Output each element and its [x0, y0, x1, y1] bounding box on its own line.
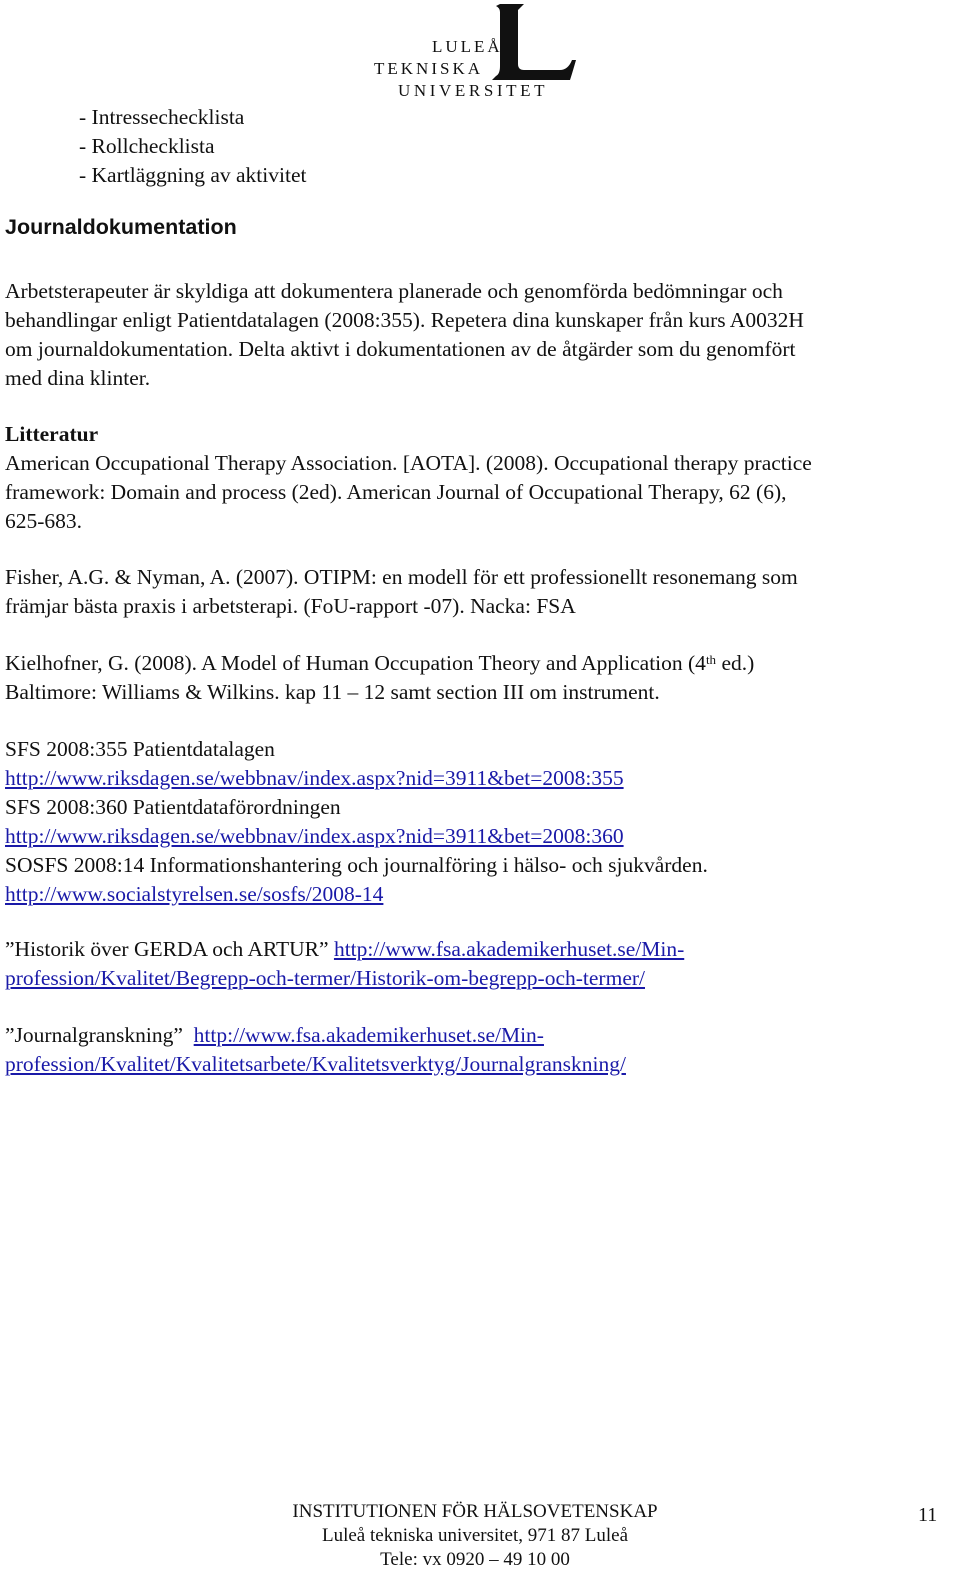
gerda-link-continued[interactable]: profession/Kvalitet/Begrepp-och-termer/Historik-om-begrepp-och-termer/: [5, 966, 645, 990]
journalgranskning-link[interactable]: http://www.fsa.akademikerhuset.se/Min-: [193, 1023, 544, 1047]
sfs-360-title: SFS 2008:360 Patientdataförordningen: [5, 795, 341, 819]
reference-gerda: [5, 935, 950, 993]
journalgranskning-link-continued[interactable]: profession/Kvalitet/Kvalitetsarbete/Kvalitetsverktyg/Journalgranskning/: [5, 1052, 626, 1076]
ltu-logo-mark: [372, 0, 582, 100]
reference-laws: [5, 735, 950, 909]
section-heading-literature: Litteratur: [5, 422, 99, 446]
reference-line: American Occupational Therapy Association. [AOTA]. (2008). Occupational therapy practice: [5, 451, 812, 475]
paragraph-line: Arbetsterapeuter är skyldiga att dokumentera planerade och genomförda bedömningar och: [5, 279, 783, 303]
sfs-355-title: SFS 2008:355 Patientdatalagen: [5, 737, 275, 761]
footer-institution: INSTITUTIONEN FÖR HÄLSOVETENSKAP: [292, 1501, 658, 1522]
sosfs-link[interactable]: http://www.socialstyrelsen.se/sosfs/2008-14: [5, 882, 384, 906]
page-number: 11: [918, 1504, 938, 1526]
reference-line: 625-683.: [5, 509, 83, 533]
footer-phone: Tele: vx 0920 – 49 10 00: [380, 1549, 570, 1570]
paragraph-line: behandlingar enligt Patientdatalagen (2008:355). Repetera dina kunskaper från kurs A0032H: [5, 308, 804, 332]
section-heading-journal: Journaldokumentation: [5, 215, 237, 239]
sfs-355-link[interactable]: http://www.riksdagen.se/webbnav/index.aspx?nid=3911&bet=2008:355: [5, 766, 624, 790]
reference-text: Kielhofner, G. (2008). A Model of Human Occupation Theory and Application (4: [5, 651, 706, 675]
university-logo: [372, 0, 582, 100]
reference-line: Fisher, A.G. & Nyman, A. (2007). OTIPM: en modell för ett professionellt resonemang som: [5, 565, 798, 589]
reference-line: framework: Domain and process (2ed). American Journal of Occupational Therapy, 62 (6),: [5, 480, 787, 504]
logo-line-1: LULEÅ: [432, 37, 503, 56]
reference-journalgranskning: [5, 1021, 950, 1079]
paragraph-line: om journaldokumentation. Delta aktivt i dokumentationen av de åtgärder som du genomfört: [5, 337, 796, 361]
paragraph-line: med dina klinter.: [5, 366, 151, 390]
list-item: - Rollchecklista: [79, 134, 215, 158]
reference-kielhofner: [5, 649, 950, 707]
gerda-link[interactable]: http://www.fsa.akademikerhuset.se/Min-: [333, 937, 685, 961]
reference-text: ed.): [716, 651, 755, 675]
sosfs-title: SOSFS 2008:14 Informationshantering och journalföring i hälso- och sjukvården.: [5, 853, 708, 877]
reference-line: [5, 649, 950, 678]
list-item: - Kartläggning av aktivitet: [79, 163, 307, 187]
reference-aota: [5, 449, 950, 536]
superscript-ordinal: th: [705, 652, 717, 667]
journal-paragraph: [5, 277, 945, 393]
gerda-title: ”Historik över GERDA och ARTUR”: [5, 937, 329, 961]
reference-line: Baltimore: Williams & Wilkins. kap 11 – 12 samt section III om instrument.: [5, 680, 660, 704]
logo-line-2: TEKNISKA: [374, 59, 483, 78]
list-item: - Intressechecklista: [79, 105, 245, 129]
journalgranskning-title: ”Journalgranskning”: [5, 1023, 183, 1047]
sfs-360-link[interactable]: http://www.riksdagen.se/webbnav/index.aspx?nid=3911&bet=2008:360: [5, 824, 624, 848]
reference-line: främjar bästa praxis i arbetsterapi. (FoU-rapport -07). Nacka: FSA: [5, 594, 576, 618]
reference-fisher: [5, 563, 950, 621]
footer-address: Luleå tekniska universitet, 971 87 Luleå: [321, 1525, 629, 1546]
logo-line-3: UNIVERSITET: [398, 81, 549, 100]
assessment-list: [79, 103, 306, 190]
